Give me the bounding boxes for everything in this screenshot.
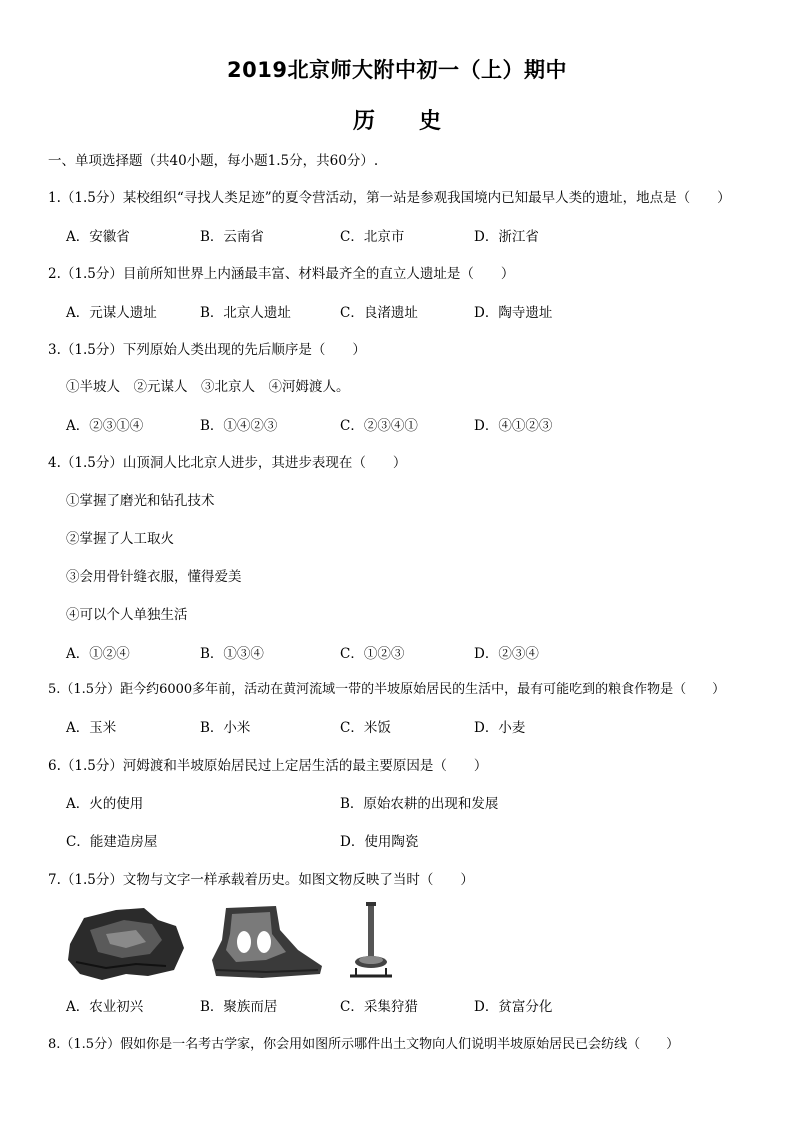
q6-option-b: B．原始农耕的出现和发展 xyxy=(340,796,499,812)
question-1-stem: 1.（1.5分）某校组织“寻找人类足迹”的夏令营活动，第一站是参观我国境内已知最早人类的遗址，地点是（ ） xyxy=(48,190,731,206)
q1-option-c: C．北京市 xyxy=(340,229,405,245)
q2-option-d: D．陶寺遗址 xyxy=(474,305,553,321)
question-2-stem: 2.（1.5分）目前所知世界上内涵最丰富、材料最齐全的直立人遗址是（ ） xyxy=(48,266,515,282)
q5-option-c: C．米饭 xyxy=(340,720,391,736)
q2-option-a: A．元谋人遗址 xyxy=(66,305,157,321)
q2-option-b: B．北京人遗址 xyxy=(200,305,291,321)
subject-char-1: 历 xyxy=(352,109,375,134)
q7-artifact-figures xyxy=(66,900,406,986)
question-8-stem: 8.（1.5分）假如你是一名考古学家，你会用如图所示哪件出土文物向人们说明半坡原始居民已会纺线（ ） xyxy=(48,1037,680,1052)
q7-option-b: B．聚族而居 xyxy=(200,999,278,1015)
spindle-whorl-image xyxy=(350,902,392,976)
q2-option-c: C．良渚遗址 xyxy=(340,305,418,321)
q4-statement-3: ③会用骨针缝衣服，懂得爱美 xyxy=(66,569,242,585)
question-3-stem: 3.（1.5分）下列原始人类出现的先后顺序是（ ） xyxy=(48,342,366,358)
q3-option-b: B．①④②③ xyxy=(200,418,278,434)
q1-option-b: B．云南省 xyxy=(200,229,264,245)
q4-statement-1: ①掌握了磨光和钻孔技术 xyxy=(66,493,215,509)
q6-option-a: A．火的使用 xyxy=(66,796,144,812)
bone-spade-image xyxy=(212,906,322,978)
question-6-stem: 6.（1.5分）河姆渡和半坡原始居民过上定居生活的最主要原因是（ ） xyxy=(48,758,488,774)
q4-option-a: A．①②④ xyxy=(66,646,130,662)
q1-option-a: A．安徽省 xyxy=(66,229,130,245)
q4-statement-4: ④可以个人单独生活 xyxy=(66,607,188,623)
section-heading: 一、单项选择题（共40小题，每小题1.5分，共60分）. xyxy=(48,153,379,169)
q6-option-c: C．能建造房屋 xyxy=(66,834,158,850)
q7-option-c: C．采集狩猎 xyxy=(340,999,418,1015)
q4-option-b: B．①③④ xyxy=(200,646,264,662)
exam-title: 2019北京师大附中初一（上）期中 xyxy=(227,58,567,82)
q3-option-a: A．②③①④ xyxy=(66,418,144,434)
q3-statement: ①半坡人 ②元谋人 ③北京人 ④河姆渡人。 xyxy=(66,379,350,395)
q5-option-a: A．玉米 xyxy=(66,720,117,736)
question-5-stem: 5.（1.5分）距今约6000多年前，活动在黄河流域一带的半坡原始居民的生活中，最有可能吃到的粮食作物是（ ） xyxy=(48,682,726,697)
q5-option-b: B．小米 xyxy=(200,720,251,736)
q3-option-d: D．④①②③ xyxy=(474,418,553,434)
q7-option-a: A．农业初兴 xyxy=(66,999,144,1015)
subject-heading xyxy=(0,104,794,135)
q1-option-d: D．浙江省 xyxy=(474,229,539,245)
q4-option-c: C．①②③ xyxy=(340,646,405,662)
q5-option-d: D．小麦 xyxy=(474,720,526,736)
q7-option-d: D．贫富分化 xyxy=(474,999,553,1015)
question-4-stem: 4.（1.5分）山顶洞人比北京人进步，其进步表现在（ ） xyxy=(48,455,407,471)
stone-tool-image xyxy=(68,908,184,980)
subject-char-2: 史 xyxy=(419,109,442,134)
q3-option-c: C．②③④① xyxy=(340,418,418,434)
q4-option-d: D．②③④ xyxy=(474,646,539,662)
q6-option-d: D．使用陶瓷 xyxy=(340,834,419,850)
artifact-images xyxy=(66,900,406,986)
question-7-stem: 7.（1.5分）文物与文字一样承载着历史。如图文物反映了当时（ ） xyxy=(48,872,474,888)
q4-statement-2: ②掌握了人工取火 xyxy=(66,531,174,547)
